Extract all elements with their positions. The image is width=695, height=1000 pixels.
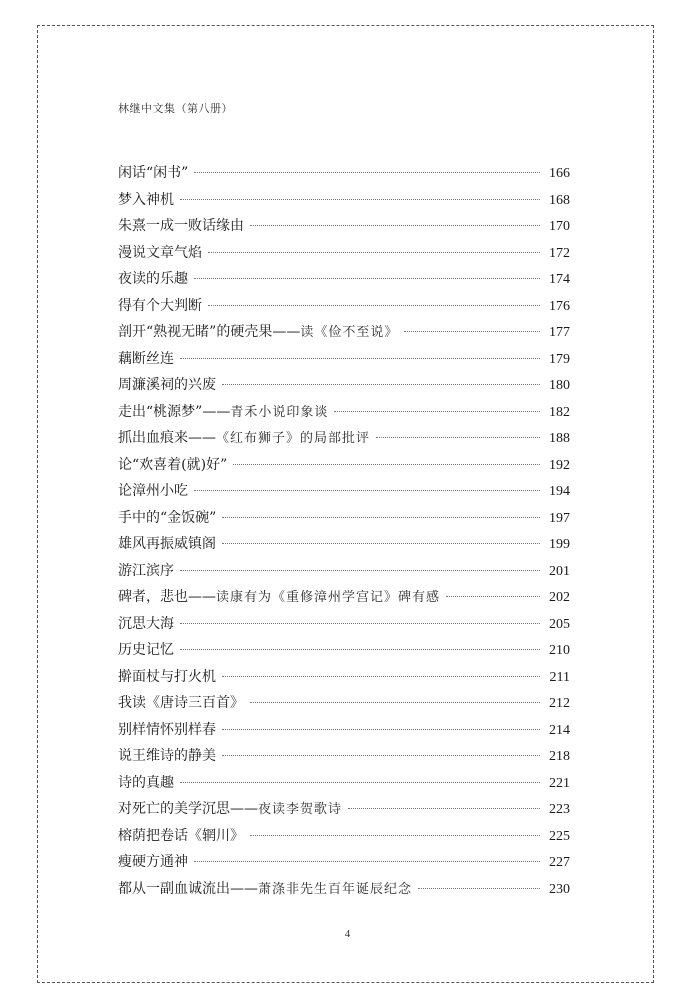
dot-leader xyxy=(222,517,540,518)
toc-entry-main-title: 得有个大判断 xyxy=(118,297,202,314)
toc-entry-title xyxy=(118,240,202,267)
toc-entry[interactable] xyxy=(118,293,570,320)
toc-entry-main-title: 论“欢喜着(就)好” xyxy=(118,456,228,473)
toc-entry[interactable] xyxy=(118,717,570,744)
toc-entry-main-title: 碑者，悲也—— xyxy=(118,589,216,605)
toc-entry-main-title: 我读《唐诗三百首》 xyxy=(118,695,244,711)
toc-entry-title xyxy=(118,319,398,347)
toc-entry[interactable] xyxy=(118,690,570,717)
running-header: 林继中文集（第八册） xyxy=(118,102,233,115)
toc-entry-title xyxy=(118,717,216,744)
toc-entry-main-title: 论漳州小吃 xyxy=(118,483,188,499)
toc-entry-main-title: 瘦硬方通神 xyxy=(118,854,188,870)
toc-entry-title xyxy=(118,452,227,479)
toc-entry-title xyxy=(118,849,188,876)
dot-leader xyxy=(194,172,540,173)
toc-entry-subtitle: 读《俭不至说》 xyxy=(300,325,399,340)
toc-entry[interactable] xyxy=(118,425,570,452)
table-of-contents xyxy=(118,160,570,902)
toc-entry[interactable] xyxy=(118,505,570,532)
toc-entry-main-title: 榕荫把卷话《辋川》 xyxy=(118,827,244,844)
toc-entry-main-title: 梦入神机 xyxy=(118,191,174,208)
toc-entry[interactable] xyxy=(118,823,570,850)
toc-entry-main-title: 擀面杖与打火机 xyxy=(118,668,216,685)
toc-entry-main-title: 雄风再振威镇阁 xyxy=(118,536,216,552)
toc-entry-title xyxy=(118,478,188,505)
toc-entry-title xyxy=(118,187,174,214)
toc-entry-title xyxy=(118,743,216,770)
dot-leader xyxy=(348,808,540,809)
toc-entry-title xyxy=(118,876,412,904)
toc-entry[interactable] xyxy=(118,266,570,293)
toc-entry-main-title: 手中的“金饭碗” xyxy=(118,509,217,526)
toc-entry-page-number: 223 xyxy=(549,802,570,817)
toc-entry-subtitle: 读康有为《重修漳州学宫记》碑有感 xyxy=(216,590,441,605)
toc-entry-main-title: 朱熹一成一败话缘由 xyxy=(118,218,244,234)
dot-leader xyxy=(418,888,540,889)
toc-entry-page-number: 214 xyxy=(549,722,570,738)
toc-entry-main-title: 闲话“闲书” xyxy=(118,165,189,181)
toc-entry[interactable] xyxy=(118,664,570,691)
toc-entry[interactable] xyxy=(118,770,570,797)
toc-entry-main-title: 诗的真趣 xyxy=(118,774,174,791)
toc-entry-page-number: 182 xyxy=(549,404,570,420)
toc-entry-title xyxy=(118,796,342,824)
toc-entry-main-title: 对死亡的美学沉思—— xyxy=(118,801,258,817)
toc-entry-main-title: 夜读的乐趣 xyxy=(118,271,188,287)
toc-entry-main-title: 历史记忆 xyxy=(118,642,174,658)
toc-entry[interactable] xyxy=(118,637,570,664)
dot-leader xyxy=(180,199,540,200)
dot-leader xyxy=(222,676,540,677)
toc-entry-page-number: 210 xyxy=(549,643,570,658)
toc-entry-title xyxy=(118,823,244,850)
toc-entry-page-number: 230 xyxy=(549,881,570,897)
toc-entry-title xyxy=(118,690,244,717)
toc-entry-title xyxy=(118,266,188,293)
toc-entry-page-number: 180 xyxy=(549,378,570,393)
toc-entry-page-number: 211 xyxy=(549,669,570,685)
dot-leader xyxy=(222,384,540,385)
toc-entry[interactable] xyxy=(118,558,570,585)
toc-entry-page-number: 205 xyxy=(549,616,570,632)
toc-entry-subtitle: 夜读李贺歌诗 xyxy=(258,802,343,817)
toc-entry[interactable] xyxy=(118,240,570,267)
toc-entry-page-number: 197 xyxy=(549,510,570,526)
dot-leader xyxy=(194,278,540,279)
toc-entry-page-number: 194 xyxy=(549,484,570,499)
toc-entry-main-title: 都从一副血诚流出—— xyxy=(118,880,258,897)
toc-entry[interactable] xyxy=(118,346,570,373)
toc-entry-page-number: 225 xyxy=(549,828,570,844)
toc-entry-title xyxy=(118,372,216,399)
toc-entry-page-number: 201 xyxy=(549,563,570,579)
dot-leader xyxy=(250,702,540,703)
toc-entry[interactable] xyxy=(118,584,570,611)
toc-entry-page-number: 172 xyxy=(549,245,570,261)
dot-leader xyxy=(180,623,540,624)
toc-entry-page-number: 218 xyxy=(549,749,570,764)
dot-leader xyxy=(250,225,540,226)
page-number: 4 xyxy=(344,928,351,940)
toc-entry-page-number: 221 xyxy=(549,775,570,791)
toc-entry-title xyxy=(118,213,244,240)
toc-entry-title xyxy=(118,425,370,453)
dot-leader xyxy=(334,411,540,412)
toc-entry-main-title: 说王维诗的静美 xyxy=(118,748,216,764)
toc-entry-title xyxy=(118,399,328,427)
toc-entry-subtitle: 萧涤非先生百年诞辰纪念 xyxy=(258,881,413,897)
toc-entry-main-title: 漫说文章气焰 xyxy=(118,244,202,261)
dot-leader xyxy=(194,861,540,862)
dot-leader xyxy=(208,252,540,253)
toc-entry-page-number: 179 xyxy=(549,351,570,367)
toc-entry-page-number: 177 xyxy=(549,325,570,340)
toc-entry-page-number: 202 xyxy=(549,590,570,605)
toc-entry-page-number: 168 xyxy=(549,192,570,208)
toc-entry-page-number: 199 xyxy=(549,537,570,552)
dot-leader xyxy=(222,729,540,730)
dot-leader xyxy=(180,570,540,571)
toc-entry-title xyxy=(118,505,216,532)
toc-entry[interactable] xyxy=(118,319,570,346)
toc-entry-title xyxy=(118,558,174,585)
toc-entry-main-title: 游江滨序 xyxy=(118,562,174,579)
dot-leader xyxy=(180,649,540,650)
toc-entry[interactable] xyxy=(118,399,570,426)
dot-leader xyxy=(208,305,540,306)
toc-entry-main-title: 剖开“熟视无睹”的硬壳果—— xyxy=(118,324,301,340)
toc-entry[interactable] xyxy=(118,796,570,823)
toc-entry-title xyxy=(118,293,202,320)
toc-entry[interactable] xyxy=(118,372,570,399)
toc-entry-main-title: 抓出血痕来—— xyxy=(118,430,216,446)
toc-entry[interactable] xyxy=(118,849,570,876)
dot-leader xyxy=(222,543,540,544)
toc-entry-page-number: 166 xyxy=(549,166,570,181)
toc-entry-main-title: 沉思大海 xyxy=(118,615,174,632)
dot-leader xyxy=(250,835,540,836)
toc-entry[interactable] xyxy=(118,876,570,903)
toc-entry-page-number: 212 xyxy=(549,696,570,711)
toc-entry[interactable] xyxy=(118,531,570,558)
toc-entry-main-title: 别样情怀别样春 xyxy=(118,721,216,738)
toc-entry-page-number: 192 xyxy=(549,457,570,473)
toc-entry-title xyxy=(118,664,216,691)
toc-entry[interactable] xyxy=(118,478,570,505)
toc-entry-page-number: 170 xyxy=(549,219,570,234)
toc-entry-title xyxy=(118,770,174,797)
dot-leader xyxy=(222,755,540,756)
dot-leader xyxy=(446,596,540,597)
dot-leader xyxy=(194,490,540,491)
dot-leader xyxy=(376,437,540,438)
dot-leader xyxy=(180,358,540,359)
toc-entry-main-title: 藕断丝连 xyxy=(118,350,174,367)
dot-leader xyxy=(404,331,540,332)
toc-entry-page-number: 174 xyxy=(549,272,570,287)
toc-entry[interactable] xyxy=(118,452,570,479)
toc-entry-title xyxy=(118,531,216,558)
dot-leader xyxy=(233,464,540,465)
toc-entry-subtitle: 《红布狮子》的局部批评 xyxy=(216,431,371,446)
toc-entry-page-number: 188 xyxy=(549,431,570,446)
toc-entry-title xyxy=(118,346,174,373)
toc-entry-title xyxy=(118,637,174,664)
toc-entry-page-number: 227 xyxy=(549,855,570,870)
toc-entry[interactable] xyxy=(118,187,570,214)
toc-entry[interactable] xyxy=(118,611,570,638)
toc-entry[interactable] xyxy=(118,213,570,240)
toc-entry-title xyxy=(118,584,440,612)
toc-entry-subtitle: 青禾小说印象谈 xyxy=(230,404,329,420)
toc-entry[interactable] xyxy=(118,160,570,187)
toc-entry-page-number: 176 xyxy=(549,298,570,314)
toc-entry-title xyxy=(118,160,188,187)
toc-entry-main-title: 周濂溪祠的兴废 xyxy=(118,377,216,393)
toc-entry-main-title: 走出“桃源梦”—— xyxy=(118,403,231,420)
toc-entry-title xyxy=(118,611,174,638)
toc-entry[interactable] xyxy=(118,743,570,770)
dot-leader xyxy=(180,782,540,783)
